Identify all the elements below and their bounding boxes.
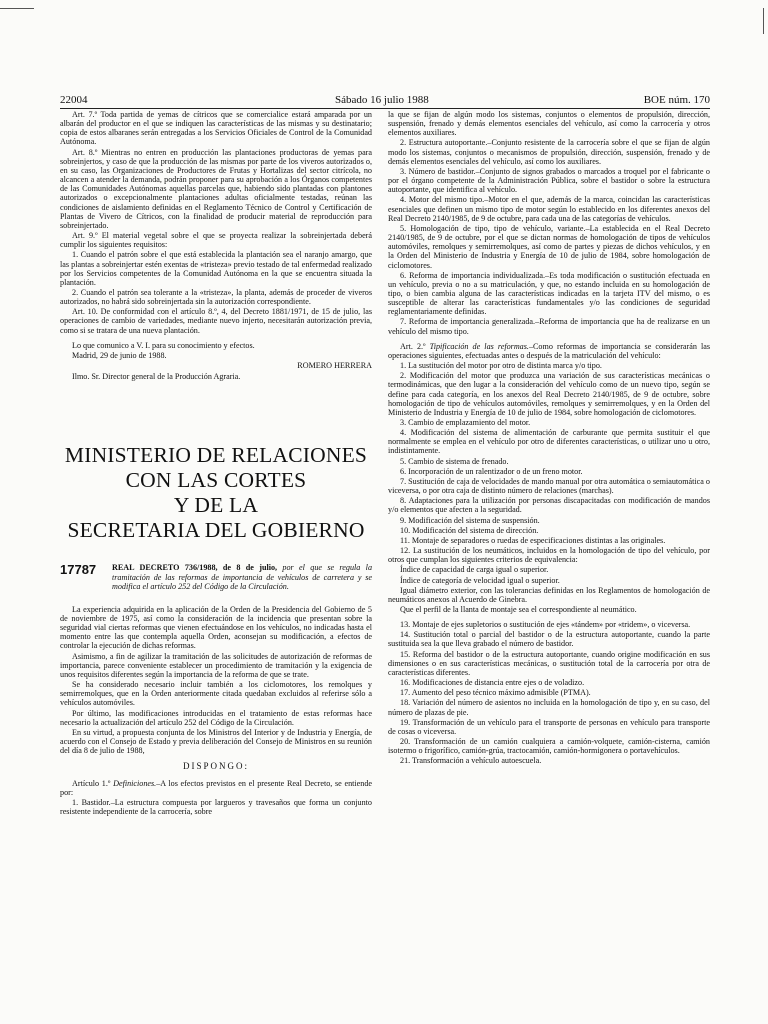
- reform-item: 2. Modificación del motor que produzca una variación de sus características mecánicas o termodinámicas, que den lugar a la consideración del vehículo como de un nuevo tipo, según se define para cada categoría, en los anexos del Real Decreto 2140/1985, de 9 de octubre, sobre homologación de tipo de vehículos automóviles, remolques y semirremolques, y en la Orden del Ministerio de Industria y Energía de 10 de julio de 1984, sobre homologación de ciclomotores.: [388, 371, 710, 417]
- page-number: 22004: [60, 94, 88, 106]
- reform-item: 11. Montaje de separadores o ruedas de especificaciones distintas a las originales.: [400, 535, 666, 545]
- article-2: [388, 342, 710, 360]
- orden-article: 1. Cuando el patrón sobre el que está establecida la plantación sea el naranjo amargo, que las plantas a sobreinjertar estén exentas de «tristeza» previo testado de tal enfermedad realizado por los Servicios competentes de la Comunidad Autónoma en la que se encuentra situada la plantación.: [60, 250, 372, 287]
- reform-item: 16. Modificaciones de distancia entre ejes o de voladizo.: [400, 678, 585, 688]
- closing-date: Madrid, 29 de junio de 1988.: [72, 350, 167, 360]
- issue-date: Sábado 16 julio 1988: [335, 94, 429, 106]
- ministry-heading-line: CON LAS CORTES: [125, 468, 307, 493]
- tyre-criterion: Que el perfil de la llanta de montaje sea el correspondiente al neumático.: [400, 604, 637, 614]
- left-column: [60, 110, 372, 817]
- article-1-label: Artículo 1.º: [72, 778, 111, 788]
- preamble-paragraph: La experiencia adquirida en la aplicación de la Orden de la Presidencia del Gobierno de 5 de noviembre de 1975, así como la consideración de la incidencia que presentan sobre la seguridad vial ciertas reformas que vienen efectuándose en los vehículos, no indicadas hasta el momento entre las que contempla aquella Orden, aconsejan su modificación, a efectos de controlar la ejecución de dichas reformas.: [60, 604, 372, 651]
- definition-paragraph: 4. Motor del mismo tipo.–Motor en el que, además de la marca, coincidan las características esenciales que definen un mismo tipo de motor según lo establecido en los diferentes anexos del Real Decreto 2140/1985, de 9 de octubre, para cada una de las categorías de vehículos.: [388, 195, 710, 223]
- reform-item: 15. Reforma del bastidor o de la estructura autoportante, cuando origine modificación en sus dimensiones o en sus características mecánicas, o sustitución total de la carrocería por otra de características diferentes.: [388, 649, 710, 677]
- dispongo-heading: DISPONGO:: [182, 761, 249, 772]
- right-column: [388, 110, 710, 766]
- reform-item: 8. Adaptaciones para la utilización por personas discapacitadas con modificación de mandos y/o elementos que afecten a la seguridad.: [388, 496, 710, 515]
- bulletin-number: BOE núm. 170: [643, 94, 710, 106]
- definition-paragraph: 7. Reforma de importancia generalizada.–Reforma de importancia que ha de realizarse en un vehículo del mismo tipo.: [388, 317, 710, 336]
- preamble-paragraph: Por último, las modificaciones introducidas en el tratamiento de estas reformas hace necesario la actualización del artículo 252 del Código de la Circulación.: [60, 708, 372, 727]
- reform-item: 17. Aumento del peso técnico máximo admisible (PTMA).: [400, 688, 591, 698]
- reform-item: 21. Transformación a vehículo autoescuela.: [400, 756, 542, 766]
- preamble-paragraph: Asimismo, a fin de agilizar la tramitación de las solicitudes de autorización de reformas de importancia, parece conveniente establecer un procedimiento de tramitación y la exigencia de unos requisitos diferentes según la importancia de la reforma de que se trate.: [60, 651, 372, 679]
- orden-article: Art. 8.º Mientras no entren en producción las plantaciones productoras de yemas para sobreinjertos, y caso de que la producción de las mismas por parte de los viveros autorizados o, en su caso, las Organizaciones de Productores de Frutas y Hortalizas del sector citrícola, no alcancen a atender la demanda, podrán proponer para su aprobación a los Órganos competentes de las Comunidades Autónomas aquellas parcelas que, habiendo sido plantadas con plantones autorizados o excepcionalmente plantaciones adultas oficialmente testadas, reúnan las condiciones de aislamiento definidas en el Reglamento Técnico de Control y Certificación de Plantas de Vivero de Cítricos, con la finalidad de producir material de reproducción para sobreinjertado.: [60, 147, 372, 230]
- reform-item: 19. Transformación de un vehículo para el transporte de personas en vehículo para transporte de cosas o viceversa.: [388, 717, 710, 736]
- preamble-paragraph: Se ha considerado necesario incluir también a los ciclomotores, los remolques y semirremolques, que en la Orden anteriormente citada quedaban excluidos al referirse sólo a vehículos automóviles.: [60, 680, 372, 708]
- scan-mark-right: [763, 8, 764, 34]
- ministry-heading-line: MINISTERIO DE RELACIONES: [64, 443, 368, 468]
- orden-article: 2. Cuando el patrón sea tolerante a la «tristeza», la planta, además de proceder de viveros autorizados, no habrá sido sobreinjertada sin la autorización correspondiente.: [60, 287, 372, 307]
- orden-article: Art. 9.º El material vegetal sobre el que se proyecta realizar la sobreinjertada deberá cumplir los siguientes requisitos:: [60, 231, 372, 250]
- definition-paragraph: la que se fijan de algún modo los sistemas, conjuntos o elementos de propulsión, dirección, suspensión, frenado y demás elementos esenciales del vehículo, así como la carrocería y otros elementos auxiliares.: [388, 110, 710, 138]
- article-1-item: 1. Bastidor.–La estructura compuesta por largueros y travesaños que forma un conjunto resistente independiente de la carrocería, sobre: [60, 797, 372, 816]
- article-1-title: Definiciones.: [113, 778, 157, 788]
- orden-article: Art. 10. De conformidad con el artículo 8.º, 4, del Decreto 1881/1971, de 15 de julio, las operaciones de cambio de variedades, mediante nuevo injerto, necesitarán autorización previa, como si se tratara de una nueva plantación.: [60, 307, 372, 335]
- article-2-title: Tipificación de las reformas.: [429, 341, 529, 351]
- page-header: [60, 94, 710, 109]
- scan-mark-left: [0, 8, 34, 9]
- signature: ROMERO HERRERA: [297, 361, 372, 371]
- reform-item: 9. Modificación del sistema de suspensión.: [400, 515, 540, 525]
- article-1-text: –A los efectos previstos en el presente Real Decreto, se entiende por:: [60, 778, 372, 797]
- reform-item: 10. Modificación del sistema de dirección.: [400, 525, 539, 535]
- definition-paragraph: 6. Reforma de importancia individualizada.–Es toda modificación o sustitución efectuada en un vehículo, previa o no a su matriculación, y que, no estando incluida en su homologación de tipo, o bien cambia alguna de las características indicadas en la tarjeta ITV del mismo, o es susceptible de alterar las características fundamentales y/o las condiciones de seguridad reglamentariamente definidas.: [388, 270, 710, 317]
- reform-item: 20. Transformación de un camión cualquiera a camión-volquete, camión-cisterna, camión isotermo o frigorífico, camión-grúa, tractocamión, camión-hormigonera o portavehículos.: [388, 737, 710, 756]
- reform-item: 13. Montaje de ejes supletorios o sustitución de ejes «tándem» por «tridem», o viceversa.: [400, 620, 691, 630]
- ministry-heading: [60, 443, 372, 543]
- tyre-criterion: Igual diámetro exterior, con las tolerancias definidas en los Reglamentos de homologación de neumáticos anexos al Acuerdo de Ginebra.: [388, 585, 710, 604]
- decree-heading: [60, 563, 372, 590]
- reform-item: 7. Sustitución de caja de velocidades de mando manual por otra automática o semiautomática o viceversa, o por otra caja de distinto número de relaciones (marchas).: [388, 476, 710, 496]
- tyre-criterion: Índice de categoría de velocidad igual o superior.: [400, 575, 560, 585]
- definition-paragraph: 2. Estructura autoportante.–Conjunto resistente de la carrocería sobre el que se fijan de algún modo los sistemas, conjuntos o mecanismos de propulsión, dirección, suspensión, frenado y de demás elementos esenciales del vehículo, así como los auxiliares.: [388, 138, 710, 166]
- addressee: Ilmo. Sr. Director general de la Producción Agraria.: [72, 372, 241, 382]
- reform-item: 12. La sustitución de los neumáticos, incluidos en la homologación de tipo del vehículo, por otros que cumplan los siguientes criterios de equivalencia:: [388, 546, 710, 565]
- tyre-criterion: Índice de capacidad de carga igual o superior.: [400, 565, 549, 575]
- article-2-label: Art. 2.º: [400, 341, 426, 351]
- article-2-text: –Como reformas de importancia se considerarán las operaciones siguientes, efectuadas antes o después de la matriculación del vehículo:: [388, 341, 711, 360]
- decree-title-rest: por el que se regula la tramitación de las reformas de importancia de vehículos de carretera y se modifica el artículo 252 del Código de la Circulación.: [112, 563, 373, 591]
- reform-item: 4. Modificación del sistema de alimentación de carburante que permita sustituir el que normalmente se emplea en el vehículo por otro de diferentes características, o utilizar uno u otro, indistintamente.: [388, 428, 710, 456]
- orden-article: Art. 7.º Toda partida de yemas de cítricos que se comercialice estará amparada por un albarán del productor en el que se indiquen las características de las mismas y su destinatario; copia de estos albaranes serán entregadas a los Servicios Oficiales de Control de la Comunidad Autónoma.: [60, 110, 372, 147]
- ministry-heading-line: Y DE LA: [173, 493, 259, 518]
- preamble-paragraph: En su virtud, a propuesta conjunta de los Ministros del Interior y de Industria y Energía, de acuerdo con el Consejo de Estado y previa deliberación del Consejo de Ministros en su reunión del día 8 de julio de 1988,: [60, 727, 372, 756]
- definition-paragraph: 3. Número de bastidor.–Conjunto de signos grabados o marcados a troquel por el fabricante o por el órgano competente de la Administración Pública, sobre el bastidor o sobre la estructura autoportante, que identifica al vehículo.: [388, 166, 710, 195]
- decree-number: 17787: [60, 562, 97, 578]
- reform-item: 5. Cambio de sistema de frenado.: [400, 456, 509, 466]
- decree-title-bold: REAL DECRETO 736/1988, de 8 de julio,: [112, 563, 278, 573]
- reform-item: 18. Variación del número de asientos no incluida en la homologación de tipo y, en su caso, del número de plazas de pie.: [388, 698, 710, 717]
- decree-title: [112, 563, 372, 590]
- reform-item: 6. Incorporación de un ralentizador o de un freno motor.: [400, 466, 583, 476]
- reform-item: 14. Sustitución total o parcial del bastidor o de la estructura autoportante, cuando la parte sustituida sea la que lleva grabado el número de bastidor.: [388, 630, 710, 649]
- reform-item: 3. Cambio de emplazamiento del motor.: [400, 418, 531, 427]
- article-1: [60, 779, 372, 797]
- reform-item: 1. La sustitución del motor por otro de distinta marca y/o tipo.: [400, 361, 602, 371]
- ministry-heading-line: SECRETARIA DEL GOBIERNO: [67, 518, 365, 543]
- closing-line: Lo que comunico a V. I. para su conocimiento y efectos.: [72, 340, 255, 350]
- definition-paragraph: 5. Homologación de tipo, tipo de vehículo, variante.–La establecida en el Real Decreto 2140/1985, de 9 de octubre, por el que se dictan normas de homologación de tipos de vehículos automóviles, remolques y semirremolques, así como de partes y piezas de dichos vehículos, y en la Orden del Ministerio de Industria y Energía de 10 de julio de 1984, sobre homologación de ciclomotores.: [388, 223, 710, 270]
